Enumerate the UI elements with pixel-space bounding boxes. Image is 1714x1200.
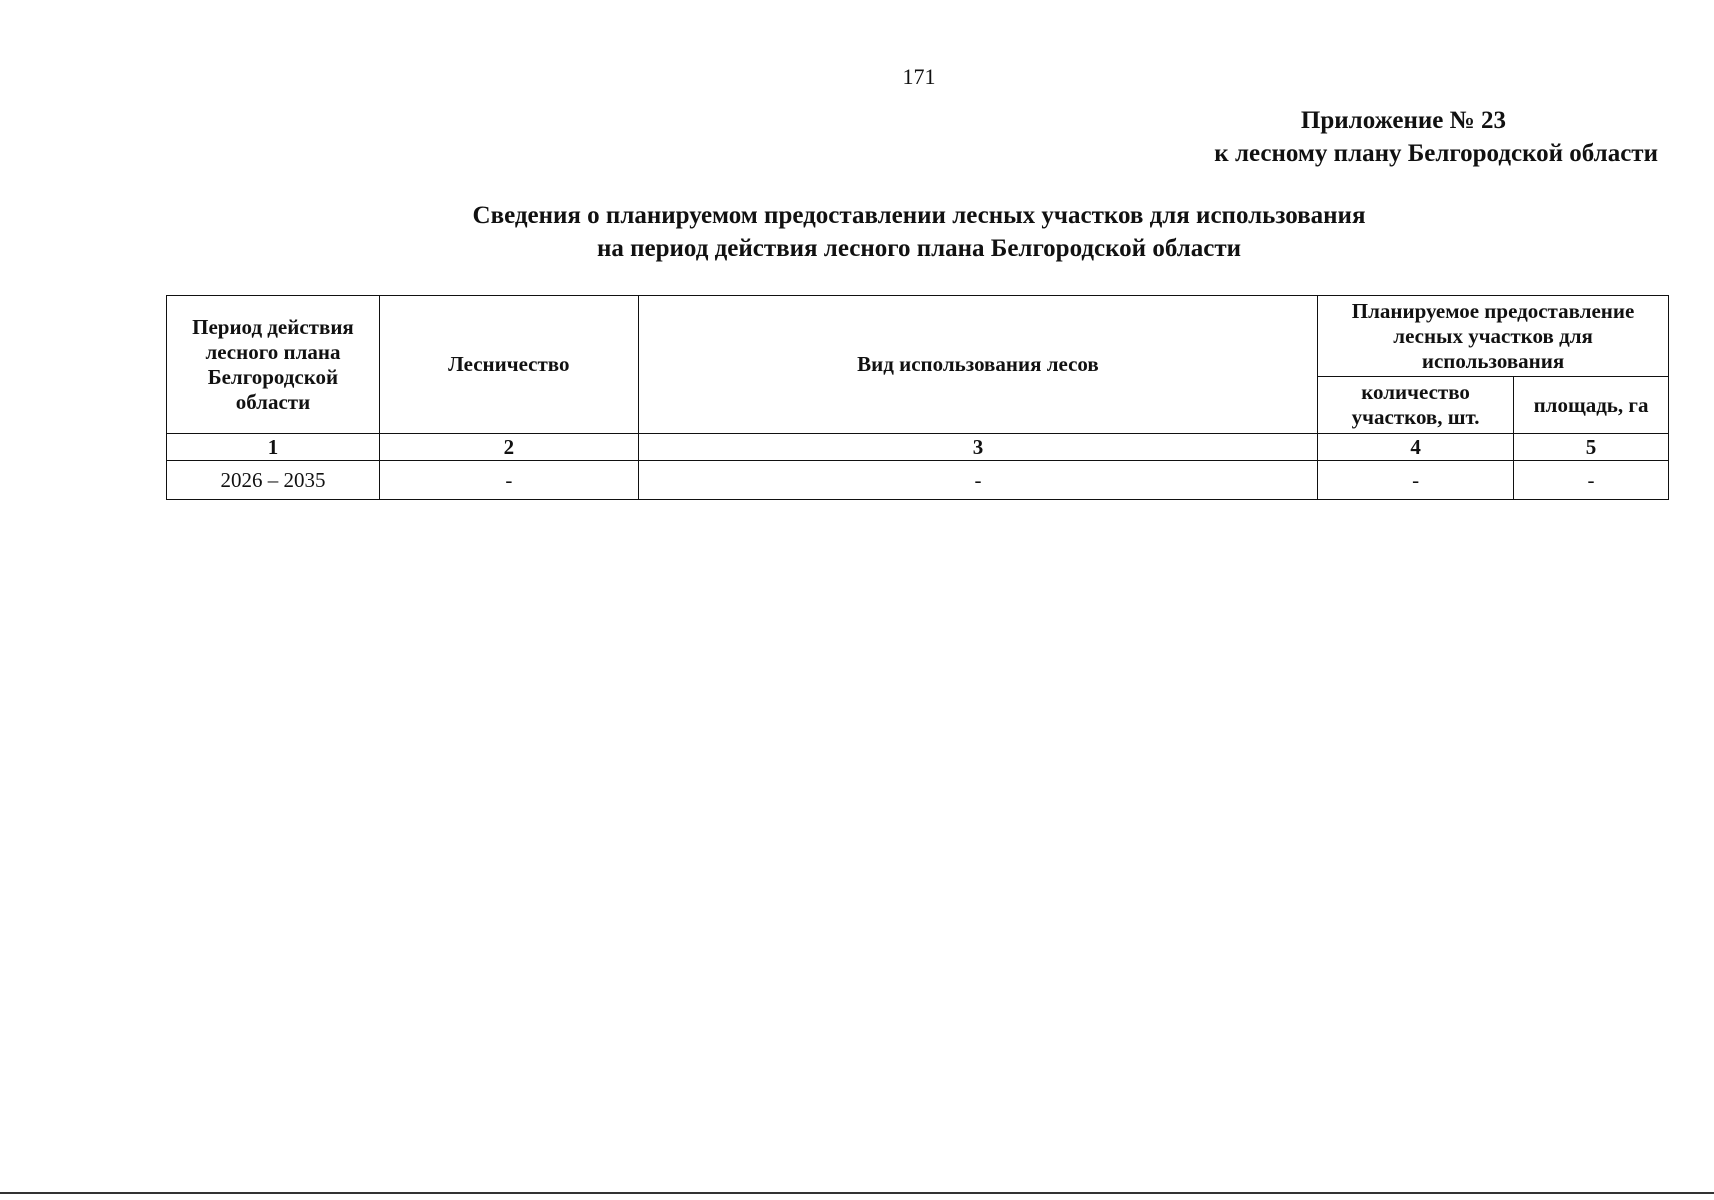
header-plot-count: количество участков, шт. <box>1318 377 1514 434</box>
appendix-number: Приложение № 23 <box>1300 107 1506 134</box>
header-usage-type: Вид использования лесов <box>638 296 1317 434</box>
cell-plot-count: - <box>1318 461 1514 500</box>
column-number: 4 <box>1318 434 1514 461</box>
page-bottom-edge <box>0 1192 1714 1194</box>
cell-period: 2026 – 2035 <box>167 461 380 500</box>
column-number: 3 <box>638 434 1317 461</box>
forest-plots-table <box>166 295 1669 500</box>
column-number: 2 <box>379 434 638 461</box>
header-planned-provision: Планируемое предоставление лесных участков для использования <box>1318 296 1669 377</box>
page-number: 171 <box>902 64 936 89</box>
cell-forestry: - <box>379 461 638 500</box>
column-number-row <box>167 434 1669 461</box>
table-row <box>167 461 1669 500</box>
cell-usage-type: - <box>638 461 1317 500</box>
document-title-line-2: на период действия лесного плана Белгородской области <box>596 235 1242 262</box>
column-number: 5 <box>1514 434 1669 461</box>
column-number: 1 <box>167 434 380 461</box>
appendix-reference: к лесному плану Белгородской области <box>1214 140 1658 167</box>
document-title-line-1: Сведения о планируемом предоставлении лесных участков для использования <box>472 202 1366 229</box>
header-period: Период действия лесного плана Белгородской области <box>167 296 380 434</box>
document-title <box>0 199 1714 265</box>
cell-area: - <box>1514 461 1669 500</box>
appendix-header <box>1214 104 1658 170</box>
header-forestry: Лесничество <box>379 296 638 434</box>
header-area: площадь, га <box>1514 377 1669 434</box>
